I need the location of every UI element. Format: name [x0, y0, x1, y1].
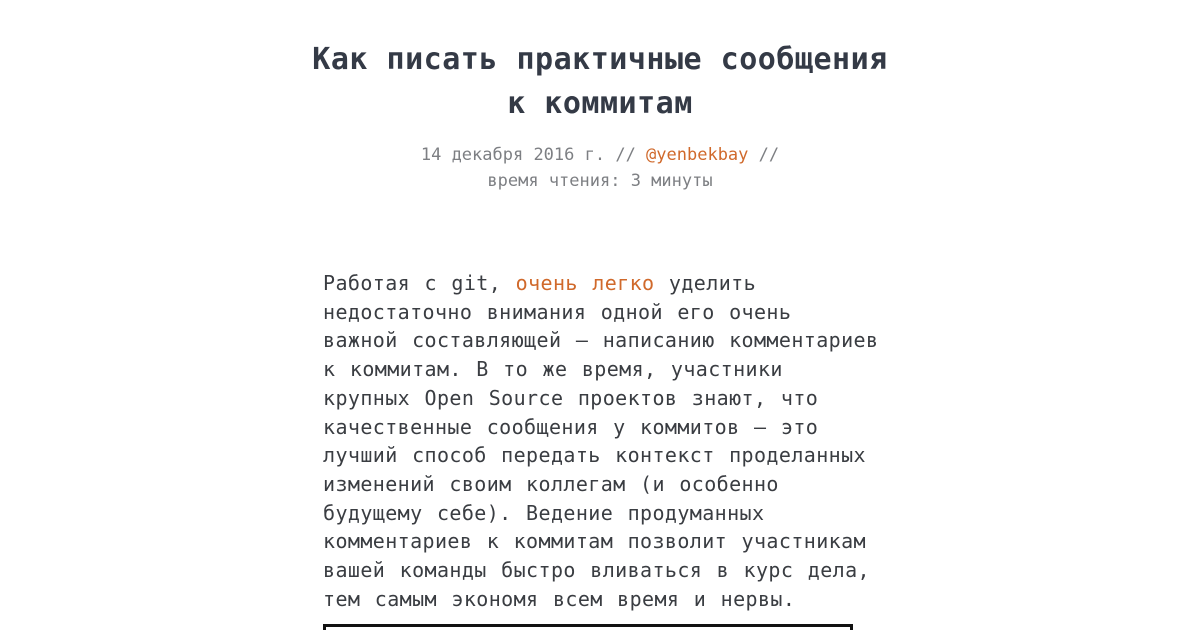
intro-link[interactable]: очень легко [515, 271, 655, 295]
article-meta [330, 142, 870, 194]
intro-paragraph [323, 269, 879, 613]
article-title: Как писать практичные сообщения к коммитам [312, 42, 888, 121]
article-date: 14 декабря 2016 г. [420, 145, 606, 165]
code-block [323, 624, 853, 630]
meta-separator: // [605, 145, 647, 165]
reading-time: время чтения: 3 минуты [487, 171, 713, 191]
intro-text-start: Работая с git, [323, 271, 516, 295]
intro-text-rest: уделить недостаточно внимания одной его очень важной составляющей — написанию комментариев к коммитам. В то же время, участники крупных Open Source проектов знают, что качественные сообщения у коммитов — это лучший способ передать контекст проделанных изменений своим коллегам (и особенно будущему себе). Ведение продуманных комментариев к коммитам позволит участникам вашей команды быстро вливаться в курс дела, тем самым экономя всем время и нервы. [323, 271, 879, 611]
author-link[interactable]: @yenbekbay [646, 145, 749, 165]
meta-separator: // [748, 145, 780, 165]
